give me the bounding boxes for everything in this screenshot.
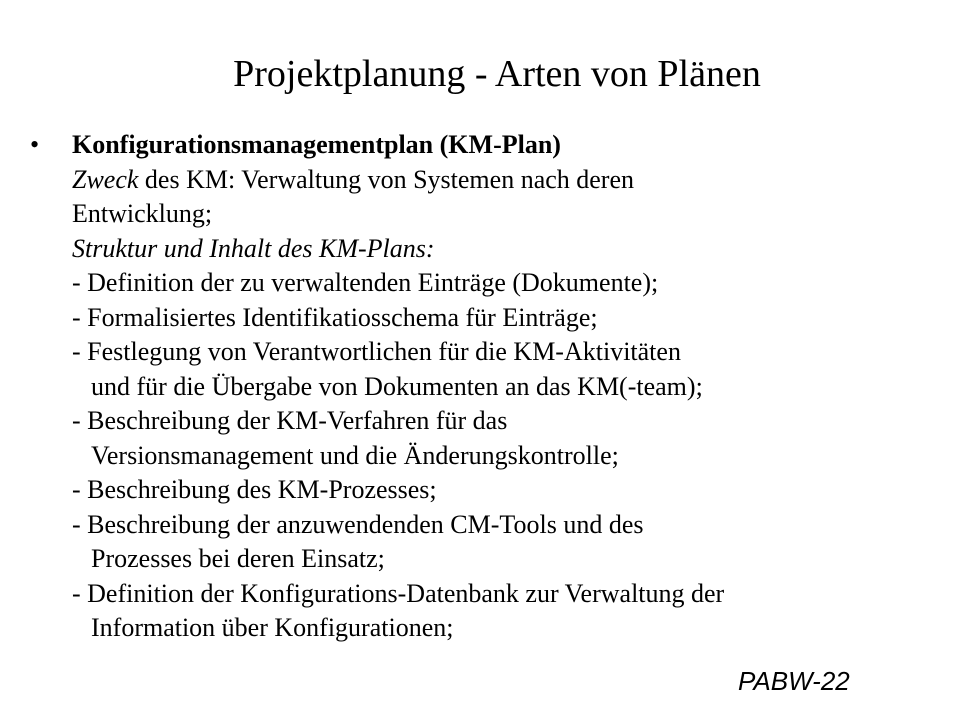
- bullet-body: [72, 128, 932, 646]
- purpose-text: des KM: Verwaltung von Systemen nach deren: [138, 164, 635, 194]
- bullet-heading: Konfigurationsmanagementplan (KM-Plan): [72, 130, 561, 159]
- list-item-continued: und für die Übergabe von Dokumenten an das KM(-team);: [91, 371, 703, 401]
- slide-footer-label: PABW-22: [738, 666, 850, 696]
- structure-label: Struktur und Inhalt des KM-Plans:: [72, 233, 435, 263]
- list-item: - Beschreibung der anzuwendenden CM-Tools und des: [72, 509, 644, 539]
- slide-title: Projektplanung - Arten von Plänen: [233, 53, 761, 95]
- list-item: - Definition der Konfigurations-Datenbank zur Verwaltung der: [72, 578, 725, 608]
- list-item: - Definition der zu verwaltenden Einträge (Dokumente);: [72, 268, 659, 297]
- list-item-continued: Information über Konfigurationen;: [91, 613, 454, 642]
- list-item: - Formalisiertes Identifikatiosschema für Einträge;: [72, 302, 598, 332]
- purpose-text-continued: Entwicklung;: [72, 199, 213, 228]
- list-item: - Beschreibung des KM-Prozesses;: [72, 475, 437, 504]
- purpose-line: [72, 163, 932, 198]
- list-item: - Beschreibung der KM-Verfahren für das: [72, 406, 508, 435]
- purpose-label: Zweck: [72, 164, 139, 194]
- list-item-continued: Versionsmanagement und die Änderungskontrolle;: [91, 440, 619, 470]
- bullet-marker: •: [30, 130, 40, 159]
- list-item-continued: Prozesses bei deren Einsatz;: [91, 544, 385, 573]
- list-item: - Festlegung von Verantwortlichen für die KM-Aktivitäten: [72, 337, 681, 366]
